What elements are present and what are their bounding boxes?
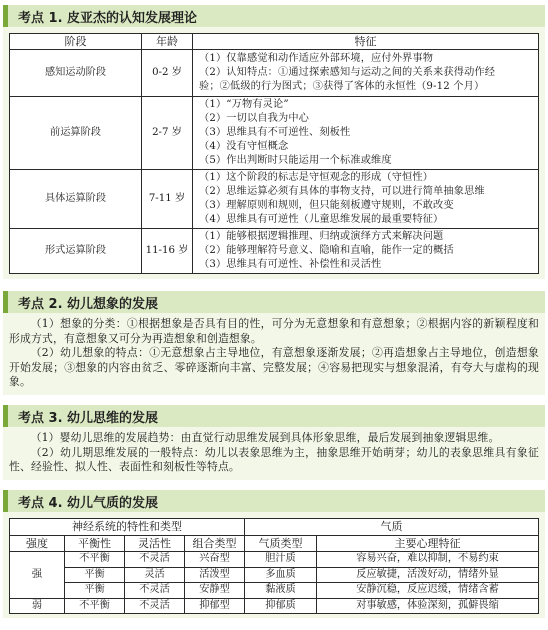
balance-cell: 平衡 [65,567,125,583]
feature-line: （2）思维运算必须有具体的事物支持，可以进行简单抽象思维 [199,186,485,197]
table-row [10,598,539,614]
feature-line: （2）一切以自我为中心 [199,113,310,124]
feature-line: （3）思维具有不可逆性、刻板性 [199,127,351,138]
combination-cell: 抑郁型 [185,598,245,614]
combination-cell: 安静型 [185,583,245,599]
features-cell [193,229,539,274]
age-cell: 2-7 岁 [142,97,193,170]
feature-line: （1）“万物有灵论” [199,99,289,110]
balance-cell: 平衡 [65,583,125,599]
paragraph: （1）婴幼儿思维的发展趋势：由直觉行动思维发展到具体形象思维，最后发展到抽象逻辑思维。 [30,431,500,444]
header-combination: 组合类型 [185,536,245,552]
table-row [10,97,539,170]
table-group-header-row [10,519,539,536]
flexibility-cell: 灵活 [125,567,185,583]
temperament-type-cell: 多血质 [245,567,317,583]
header-strength: 强度 [10,536,65,552]
table-row [10,552,539,568]
header-stage: 阶段 [10,34,142,50]
temperament-table [9,518,539,614]
strength-cell: 弱 [10,598,65,614]
feature-line: （2）能够理解符号意义、隐喻和直喻，能作一定的概括 [199,245,454,256]
features-cell [193,50,539,97]
table-row [10,229,539,274]
feature-line: （2）认知特点：①通过探索感知与运动之间的关系来获得动作经 [199,67,496,78]
section-piaget [3,5,545,279]
table-header-row [10,34,539,50]
section-title: 考点 2. 幼儿想象的发展 [18,296,159,312]
age-cell: 11-16 岁 [142,229,193,274]
section-imagination [3,291,545,395]
feature-line: （4）没有守恒概念 [199,141,289,152]
section-header [3,405,545,427]
temperament-type-cell: 黏液质 [245,583,317,599]
combination-cell: 活泼型 [185,567,245,583]
header-age: 年龄 [142,34,193,50]
section-header [3,291,545,313]
flexibility-cell: 不灵活 [125,552,185,568]
features-cell [193,97,539,170]
features-cell [193,170,539,229]
psych-features-cell: 容易兴奋，难以抑制，不易约束 [317,552,539,568]
header-psych-features: 主要心理特征 [317,536,539,552]
paragraph: （1）想象的分类：①根据想象是否具有目的性，可分为无意想象和有意想象；②根据内容的新颖程度和形成方式，有意想象又可分为再造想象和创造想象。 [9,317,539,345]
feature-line: 验；②低级的行为图式；③获得了客体的永恒性（9-12 个月） [199,81,485,92]
paragraph: （2）幼儿期思维发展的一般特点：幼儿以表象思维为主，抽象思维开始萌芽；幼儿的表象思维具有象征性、经验性、拟人性、表面性和刻板性等特点。 [9,445,539,474]
flexibility-cell: 不灵活 [125,583,185,599]
header-balance: 平衡性 [65,536,125,552]
header-temperament: 气质 [245,519,539,536]
strength-cell: 强 [10,552,65,599]
section-thinking [3,405,545,480]
table-row [10,50,539,97]
table-header-row [10,536,539,552]
feature-line: （3）理解原则和规则，但只能刻板遵守规则，不敢改变 [199,200,454,211]
psych-features-cell: 反应敏捷，活泼好动，情绪外显 [317,567,539,583]
temperament-type-cell: 抑郁质 [245,598,317,614]
feature-line: （5）作出判断时只能运用一个标准或维度 [199,155,392,166]
flexibility-cell: 不灵活 [125,598,185,614]
header-temperament-type: 气质类型 [245,536,317,552]
feature-line: （3）思维具有可逆性、补偿性和灵活性 [199,259,382,270]
stage-cell: 形式运算阶段 [10,229,142,274]
balance-cell: 不平衡 [65,552,125,568]
psych-features-cell: 对事敏感，体验深刻，孤僻畏缩 [317,598,539,614]
table-row [10,583,539,599]
feature-line: （1）这个阶段的标志是守恒观念的形成（守恒性） [199,172,434,183]
stage-cell: 具体运算阶段 [10,170,142,229]
piaget-stage-table [9,33,539,274]
section-temperament [3,490,545,618]
temperament-type-cell: 胆汁质 [245,552,317,568]
table-row [10,170,539,229]
header-nervous-system: 神经系统的特性和类型 [10,519,245,536]
feature-line: （4）思维具有可逆性（儿童思维发展的最重要特征） [199,214,444,225]
section-title: 考点 3. 幼儿思维的发展 [18,410,159,426]
section-header [3,5,545,27]
balance-cell: 不平衡 [65,598,125,614]
combination-cell: 兴奋型 [185,552,245,568]
section-header [3,490,545,512]
section-title: 考点 1. 皮亚杰的认知发展理论 [18,10,198,26]
psych-features-cell: 安静沉稳，反应迟缓，情绪含蓄 [317,583,539,599]
table-row [10,567,539,583]
age-cell: 7-11 岁 [142,170,193,229]
age-cell: 0-2 岁 [142,50,193,97]
stage-cell: 前运算阶段 [10,97,142,170]
section-title: 考点 4. 幼儿气质的发展 [18,495,159,511]
paragraph: （2）幼儿想象的特点：①无意想象占主导地位，有意想象逐渐发展；②再造想象占主导地位，创造想象开始发展；③想象的内容由贫乏、零碎逐渐向丰富、完整发展；④容易把现实与想象混淆，有夸大与虚构的现象。 [9,346,539,389]
header-flexibility: 灵活性 [125,536,185,552]
stage-cell: 感知运动阶段 [10,50,142,97]
feature-line: （1）仅靠感觉和动作适应外部环境，应付外界事物 [199,53,434,64]
header-features: 特征 [193,34,539,50]
feature-line: （1）能够根据逻辑推理、归纳或演绎方式来解决问题 [199,231,444,242]
